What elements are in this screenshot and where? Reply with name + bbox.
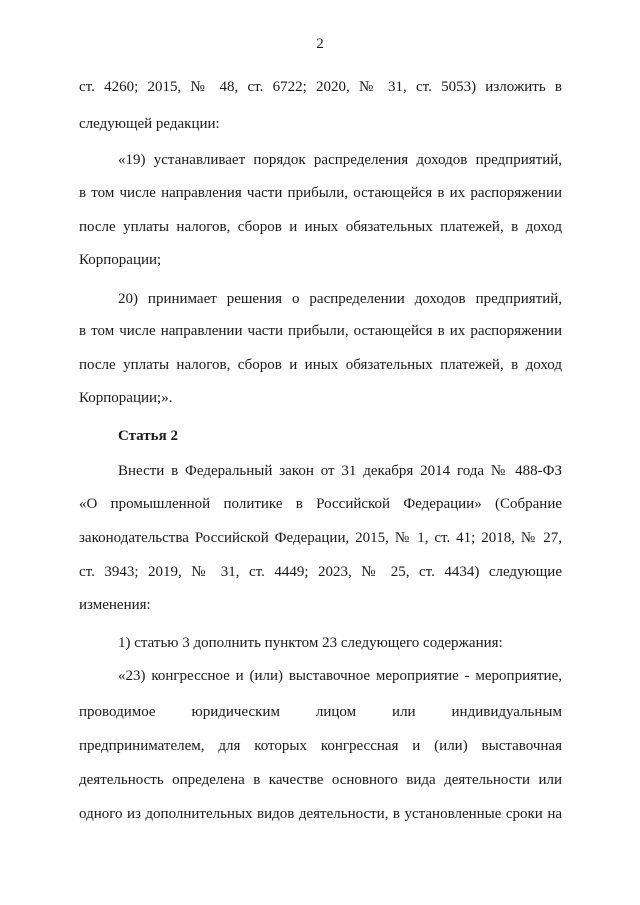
- page-number: 2: [316, 36, 324, 52]
- text-line: предпринимателем, для которых конгрессная и (или) выставочная: [79, 738, 562, 754]
- text-line: «О промышленной политике в Российской Федерации» (Собрание: [79, 496, 562, 512]
- text-line: законодательства Российской Федерации, 2015, № 1, ст. 41; 2018, № 27,: [79, 530, 562, 546]
- text-line: в том числе направления части прибыли, остающейся в их распоряжении: [79, 185, 562, 201]
- text-line: «23) конгрессное и (или) выставочное мероприятие - мероприятие,: [118, 668, 562, 684]
- text-line: Корпорации;».: [79, 390, 173, 406]
- text-line: Внести в Федеральный закон от 31 декабря 2014 года № 488-ФЗ: [118, 463, 562, 479]
- article-heading: Статья 2: [118, 428, 178, 444]
- text-line: после уплаты налогов, сборов и иных обязательных платежей, в доход: [79, 357, 562, 373]
- text-line: Корпорации;: [79, 252, 162, 268]
- text-line: в том числе направлении части прибыли, остающейся в их распоряжении: [79, 323, 562, 339]
- text-line: деятельность определена в качестве основного вида деятельности или: [79, 772, 562, 788]
- text-line: следующей редакции:: [79, 116, 220, 132]
- text-line: 20) принимает решения о распределении доходов предприятий,: [118, 291, 562, 307]
- text-line: проводимое юридическим лицом или индивидуальным: [79, 704, 562, 720]
- text-line: изменения:: [79, 597, 151, 613]
- text-line: ст. 3943; 2019, № 31, ст. 4449; 2023, № 25, ст. 4434) следующие: [79, 564, 562, 580]
- text-line: после уплаты налогов, сборов и иных обязательных платежей, в доход: [79, 219, 562, 235]
- text-line: ст. 4260; 2015, № 48, ст. 6722; 2020, № 31, ст. 5053) изложить в: [79, 79, 562, 95]
- text-line: «19) устанавливает порядок распределения доходов предприятий,: [118, 152, 562, 168]
- text-line: 1) статью 3 дополнить пунктом 23 следующего содержания:: [118, 635, 503, 651]
- text-line: одного из дополнительных видов деятельности, в установленные сроки на: [79, 806, 562, 822]
